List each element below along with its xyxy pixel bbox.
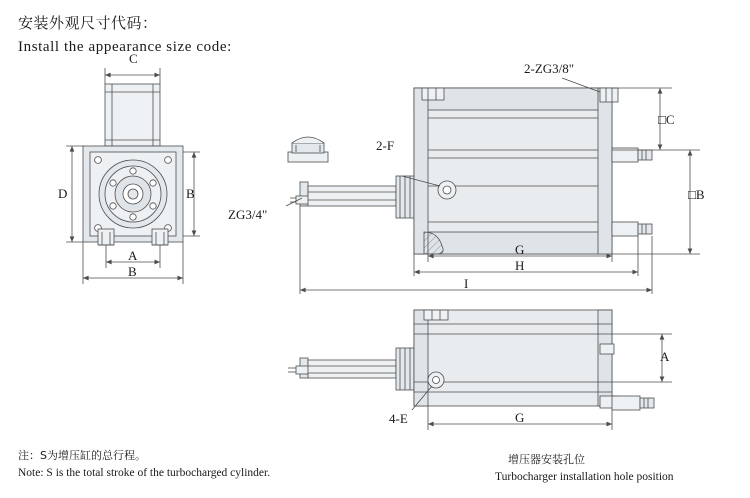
label-front-a: A (128, 248, 138, 263)
label-side-g: G (515, 410, 525, 425)
label-front-c: C (129, 51, 138, 66)
label-front-d: D (58, 186, 68, 201)
top-view (286, 78, 700, 294)
label-hole-2f: 2-F (376, 138, 395, 153)
label-port-zg34: ZG3/4" (228, 207, 268, 222)
label-top-i: I (464, 276, 469, 291)
footer-cn: 增压器安装孔位 (508, 453, 585, 466)
label-front-b-vertical: B (186, 186, 195, 201)
footer-en: Turbocharger installation hole position (495, 471, 674, 483)
label-port-zg38: 2-ZG3/8" (524, 61, 575, 76)
label-side-a: A (660, 349, 670, 364)
page-title-cn: 安装外观尺寸代码： (18, 14, 158, 32)
label-top-h: H (515, 258, 525, 273)
note-en: Note: S is the total stroke of the turbocharged cylinder. (18, 467, 271, 479)
label-front-b: B (128, 264, 137, 279)
page-title-en: Install the appearance size code: (18, 39, 232, 55)
side-view (288, 310, 672, 430)
note-cn: 注：S为增压缸的总行程。 (18, 449, 146, 462)
label-box-b: □B (688, 187, 705, 202)
label-top-g: G (515, 242, 525, 257)
label-hole-4e: 4-E (389, 411, 408, 426)
label-box-c: □C (658, 112, 675, 127)
